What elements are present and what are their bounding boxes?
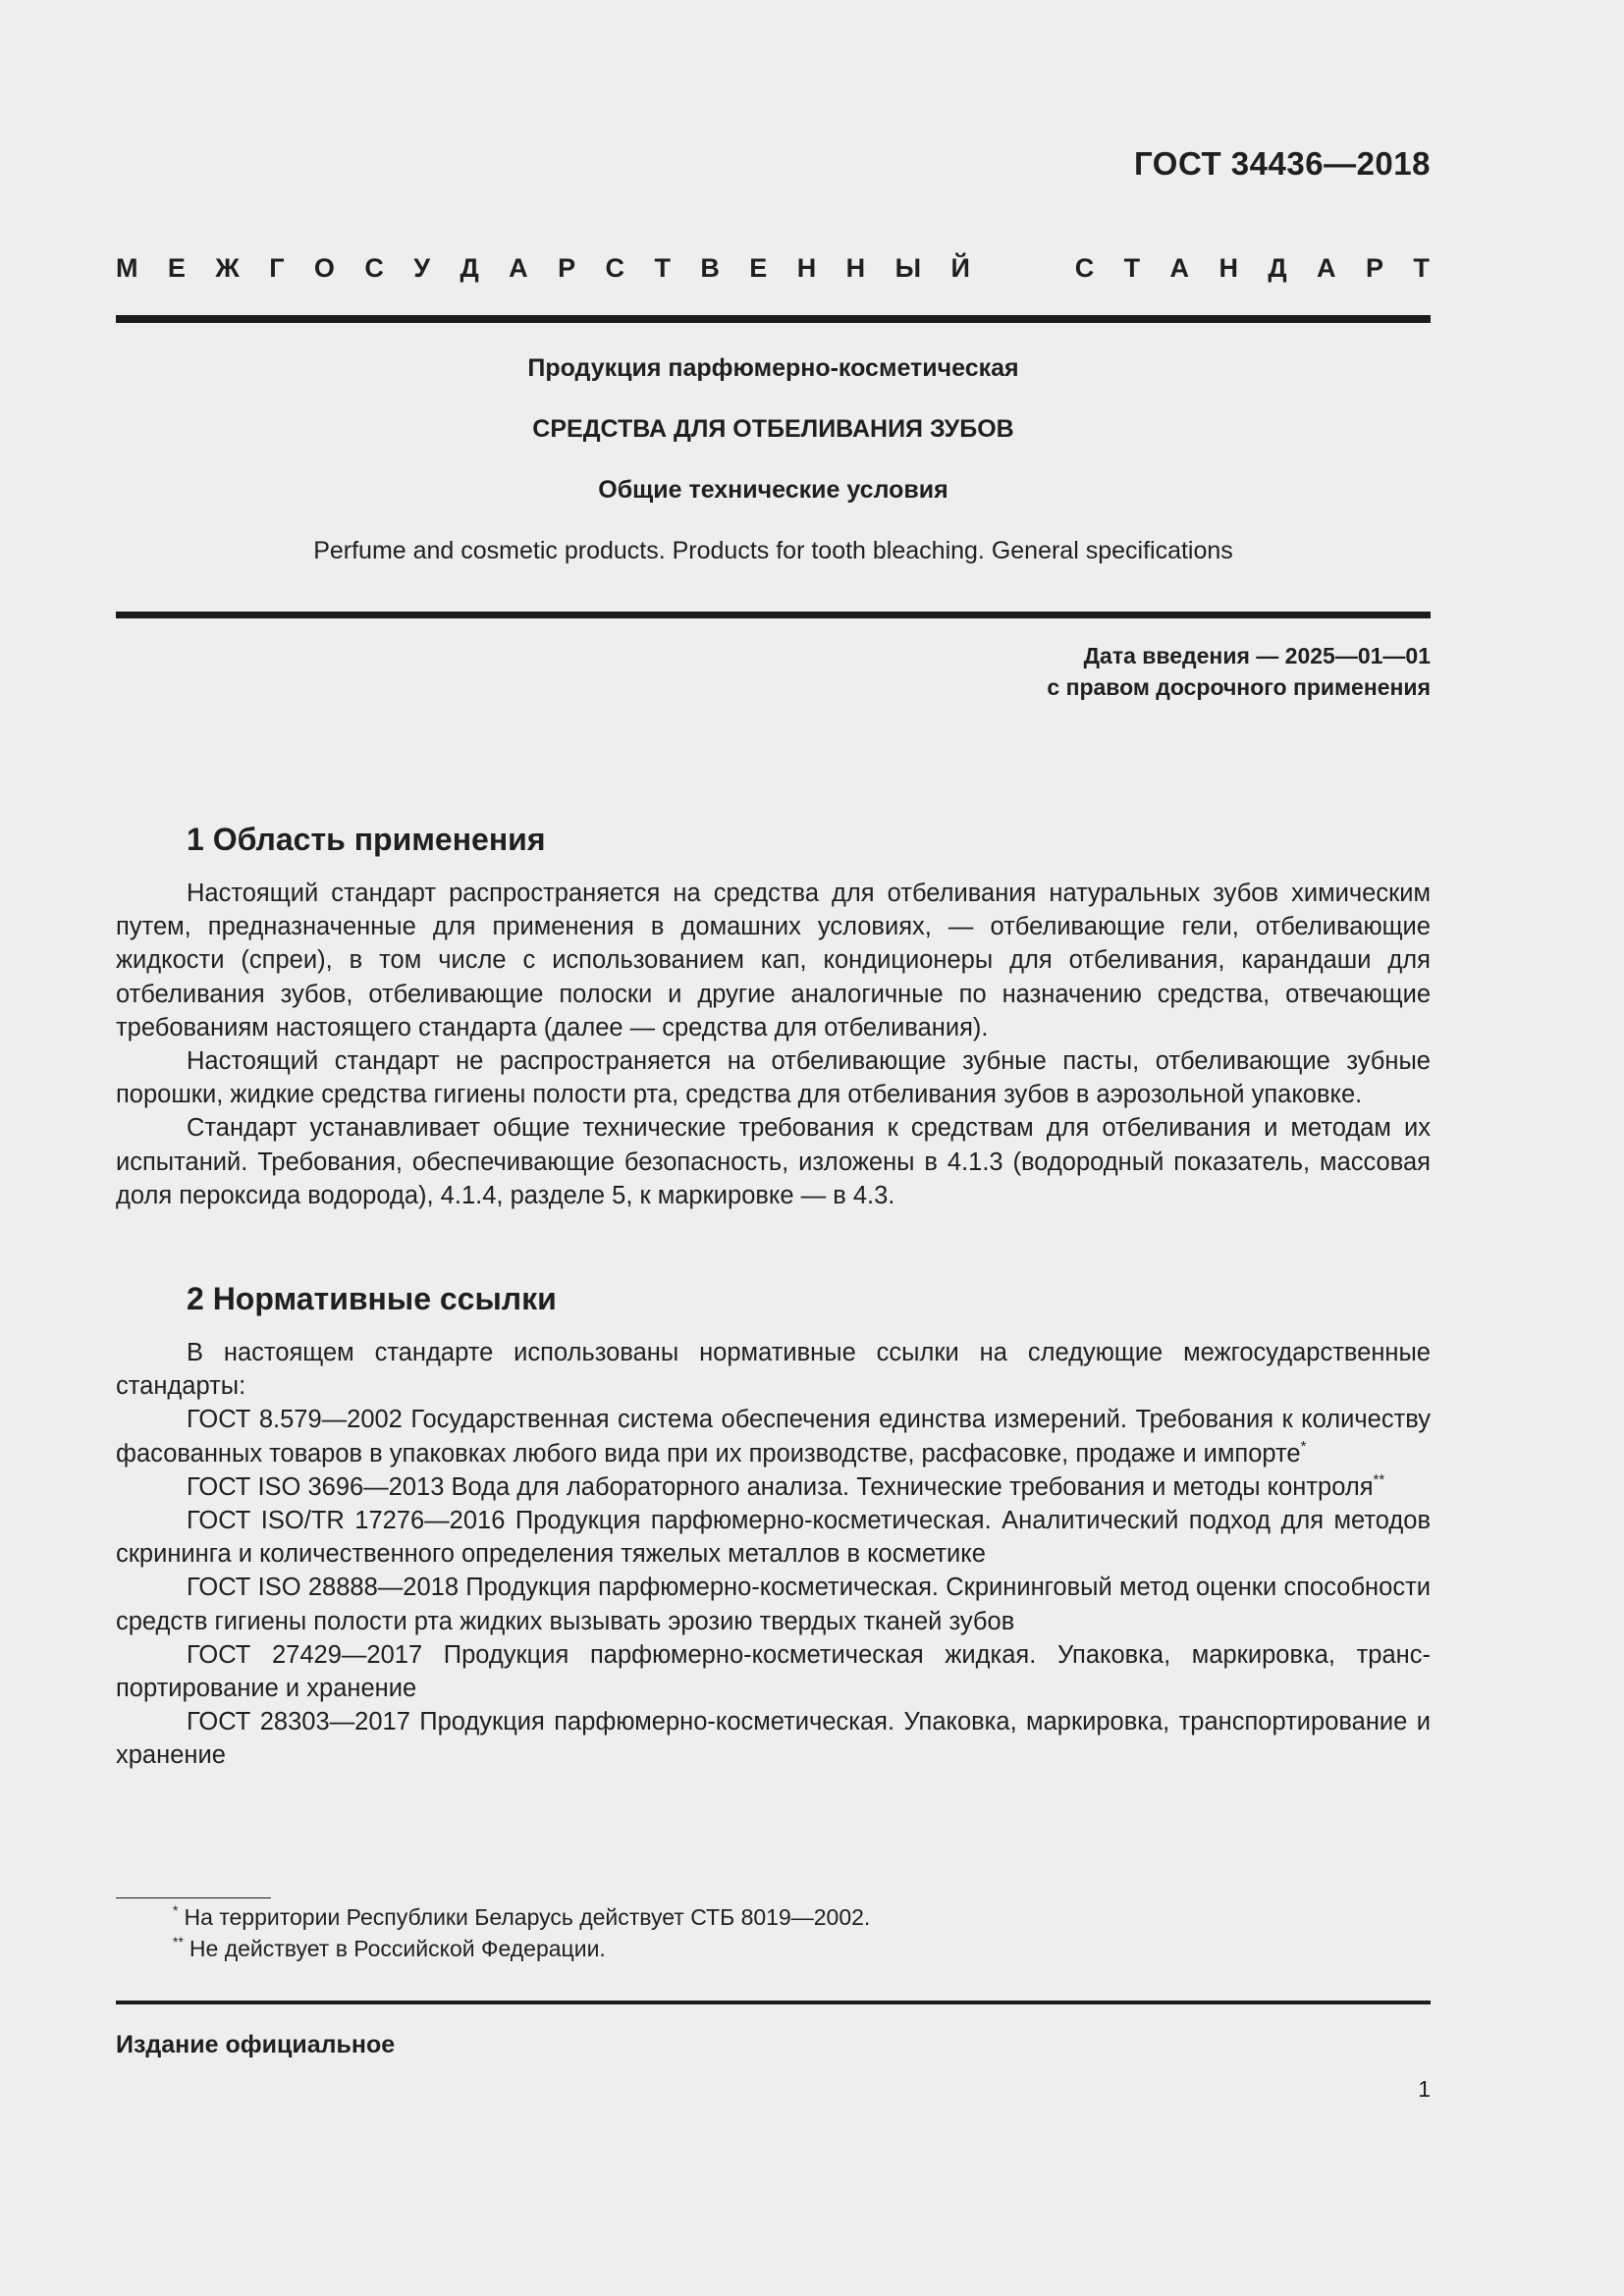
section-normative-references — [116, 1279, 1431, 1773]
reference-item — [116, 1571, 1431, 1637]
official-edition-label: Издание официальное — [116, 2031, 396, 2058]
title-block — [116, 348, 1431, 570]
kind-letter: М — [116, 253, 138, 283]
kind-letter: Т — [1413, 253, 1430, 283]
footnote — [173, 1901, 870, 1933]
top-thick-rule — [116, 315, 1431, 323]
kind-letter: А — [509, 253, 528, 283]
kind-letter: С — [364, 253, 384, 283]
kind-letter: Н — [1218, 253, 1238, 283]
kind-letter: Т — [1123, 253, 1141, 283]
standard-subtitle: Общие технические условия — [598, 476, 948, 504]
footnote-text: На территории Республики Беларусь действует СТБ 8019—2002. — [184, 1904, 871, 1930]
kind-letter: Р — [558, 253, 576, 283]
footnote-text: Не действует в Российской Федерации. — [189, 1936, 606, 1961]
kind-letter: Д — [460, 253, 479, 283]
reference-item — [116, 1470, 1431, 1504]
kind-letter: В — [700, 253, 720, 283]
footnote-mark: ** — [173, 1934, 184, 1949]
reference-text: ГОСТ 28303—2017 Продукция парфюмерно-косметическая. Упаковка, маркировка, транспортирование и хранение — [116, 1708, 1431, 1770]
product-category: Продукция парфюмерно-косметическая — [527, 354, 1019, 382]
page-number: 1 — [1418, 2076, 1431, 2102]
english-title: Perfume and cosmetic products. Products for tooth bleaching. General specifications — [313, 537, 1233, 564]
reference-text: ГОСТ 27429—2017 Продукция парфюмерно-косметическая жидкая. Упаковка, маркировка, транспортирование и хранение — [116, 1640, 1431, 1703]
reference-text: ГОСТ ISO/TR 17276—2016 Продукция парфюмерно-косметическая. Аналитический подход для методов скрининга и количественного определения тяжелых металлов в косметике — [116, 1507, 1431, 1569]
footer-rule — [116, 2001, 1431, 2004]
paragraph: В настоящем стандарте использованы нормативные ссылки на следующие межгосударственные стандарты: — [116, 1339, 1431, 1401]
early-application-note: с правом досрочного применения — [1047, 674, 1431, 700]
reference-item — [116, 1504, 1431, 1571]
footnote-mark: * — [173, 1902, 179, 1918]
kind-letter: С — [1074, 253, 1095, 283]
kind-letter: Т — [654, 253, 671, 283]
standard-name: СРЕДСТВА ДЛЯ ОТБЕЛИВАНИЯ ЗУБОВ — [532, 415, 1014, 443]
kind-letter: А — [1169, 253, 1190, 283]
section-heading: 2 Нормативные ссылки — [187, 1281, 557, 1316]
kind-letter: Ж — [215, 253, 240, 283]
kind-letter: О — [313, 253, 335, 283]
effective-date: Дата введения — 2025—01—01 — [1083, 643, 1431, 668]
reference-item — [116, 1705, 1431, 1772]
kind-letter: Е — [167, 253, 186, 283]
reference-item — [116, 1638, 1431, 1705]
effective-date-block — [1047, 640, 1431, 703]
kind-letter: Е — [749, 253, 768, 283]
standard-code: ГОСТ 34436—2018 — [1134, 145, 1431, 182]
footnote-separator — [116, 1897, 271, 1898]
reference-item — [116, 1403, 1431, 1469]
kind-letter: Й — [950, 253, 970, 283]
reference-text: ГОСТ 8.579—2002 Государственная система обеспечения единства измерений. Требования к количеству фасованных товаров в упаковках любого вида при их производстве, расфасовке, продаже и импорте — [116, 1406, 1431, 1468]
section-scope — [116, 820, 1431, 1212]
standard-kind-heading — [116, 248, 1430, 288]
title-bottom-rule — [116, 612, 1431, 618]
kind-letter: Д — [1268, 253, 1287, 283]
section-heading: 1 Область применения — [187, 822, 546, 857]
kind-letter: С — [605, 253, 625, 283]
kind-letter: Н — [845, 253, 866, 283]
paragraph: Настоящий стандарт распространяется на средства для отбеливания натуральных зубов химическим путем, предназначенные для применения в домашних условиях, — отбеливающие гели, отбеливающие жидкости (спреи), в том числе с использованием кап, кондиционеры для отбеливания, карандаши для отбеливания зубов, отбеливающие полоски и другие аналогичные по назначению средства, отвечающие требованиям настоящего стандарта (далее — средства для отбеливания). — [116, 880, 1431, 1041]
reference-text: ГОСТ ISO 3696—2013 Вода для лабораторного анализа. Технические требования и методы контроля — [187, 1472, 1374, 1501]
kind-letter: А — [1317, 253, 1336, 283]
word-gap — [1000, 248, 1045, 288]
reference-text: ГОСТ ISO 28888—2018 Продукция парфюмерно-косметическая. Скрининговый метод оценки способности средств гигиены полости рта жидких вызывать эрозию твердых тканей зубов — [116, 1574, 1431, 1635]
paragraph: Настоящий стандарт не распространяется на отбеливающие зубные пасты, отбеливающие зубные порошки, жидкие средства гигиены полости рта, средства для отбеливания зубов в аэрозольной упаковке. — [116, 1047, 1431, 1109]
footnote-mark: ** — [1373, 1470, 1385, 1488]
kind-letter: Г — [269, 253, 285, 283]
kind-letter: У — [413, 253, 431, 283]
footnote-mark: * — [1300, 1437, 1307, 1455]
kind-letter: Р — [1365, 253, 1383, 283]
kind-letter: Ы — [894, 253, 922, 283]
footnotes — [173, 1901, 870, 1964]
paragraph: Стандарт устанавливает общие технические требования к средствам для отбеливания и методам их испытаний. Требования, обеспечивающие безопасность, изложены в 4.1.3 (водородный показатель, массовая доля пероксида водорода), 4.1.4, разделе 5, к маркировке — в 4.3. — [116, 1114, 1431, 1209]
footnote — [173, 1933, 870, 1964]
kind-letter: Н — [796, 253, 817, 283]
